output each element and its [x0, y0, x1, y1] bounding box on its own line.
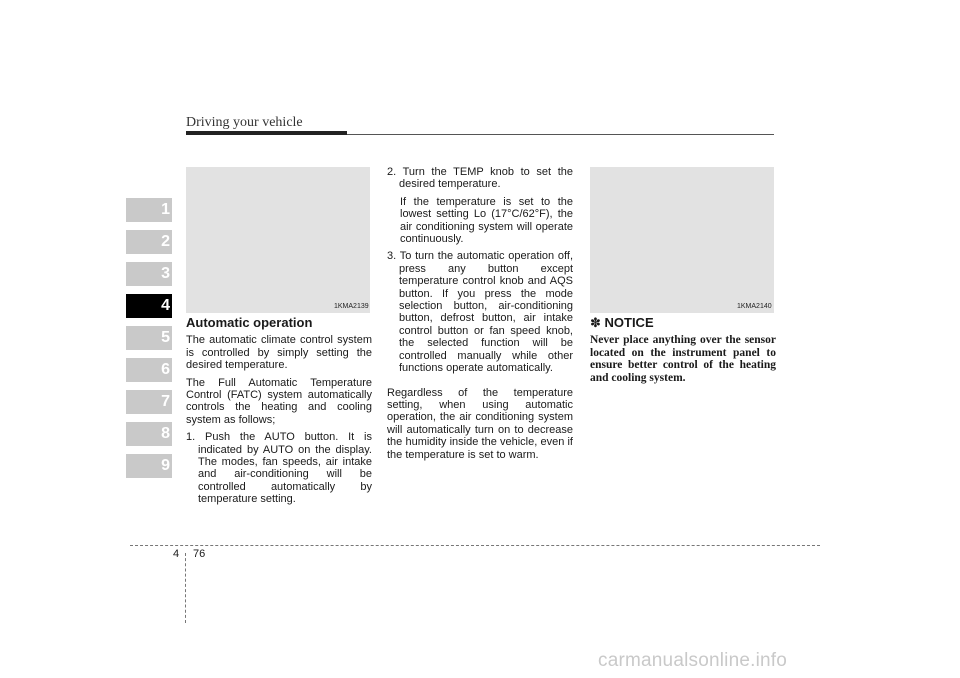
- footer-page-number: 76: [193, 548, 206, 560]
- paragraph-intro: The automatic climate control system is controlled by simply setting the desired temperature.: [186, 334, 372, 372]
- notice-heading: ✽ NOTICE: [590, 315, 654, 330]
- list-item-2: 2. Turn the TEMP knob to set the desired temperature.: [387, 166, 573, 191]
- footer-vertical-divider: [185, 553, 186, 623]
- chapter-tab-9[interactable]: 9: [126, 454, 172, 478]
- illustration-climate-panel: [186, 167, 370, 313]
- chapter-tab-1[interactable]: 1: [126, 198, 172, 222]
- paragraph-fatc: The Full Automatic Temperature Control (FATC) system automatically controls the heating and cooling system as follows;: [186, 376, 372, 426]
- notice-box: [590, 317, 776, 389]
- notice-body: Never place anything over the sensor located on the instrument panel to ensure better control of the heating and cooling system.: [590, 334, 776, 384]
- chapter-tab-3[interactable]: 3: [126, 262, 172, 286]
- section-heading: Automatic operation: [186, 315, 313, 330]
- chapter-tab-7[interactable]: 7: [126, 390, 172, 414]
- chapter-tab-5[interactable]: 5: [126, 326, 172, 350]
- footer-divider: [130, 545, 820, 546]
- chapter-tab-2[interactable]: 2: [126, 230, 172, 254]
- paragraph-regardless: Regardless of the temperature setting, when using automatic operation, the air conditioning system will automatically turn on to decrease the humidity inside the vehicle, even if the temperature is set to warm.: [387, 386, 573, 461]
- header-title: Driving your vehicle: [186, 115, 303, 130]
- column-middle: [387, 166, 573, 466]
- illustration-sensor: [590, 167, 774, 313]
- image-code-right: 1KMA2140: [737, 303, 772, 310]
- image-code-left: 1KMA2139: [334, 303, 369, 310]
- column-left: [186, 317, 372, 511]
- chapter-tab-4[interactable]: 4: [126, 294, 172, 318]
- footer-chapter-number: 4: [173, 548, 180, 560]
- header-rule-accent: [186, 131, 347, 135]
- chapter-tab-6[interactable]: 6: [126, 358, 172, 382]
- chapter-tab-8[interactable]: 8: [126, 422, 172, 446]
- list-item-2-note: If the temperature is set to the lowest setting Lo (17°C/62°F), the air conditioning system will operate continuously.: [400, 195, 573, 246]
- watermark: carmanualsonline.info: [598, 650, 788, 671]
- list-item-1: 1. Push the AUTO button. It is indicated by AUTO on the display. The modes, fan speeds, air intake and air-conditioning will be controlled automatically by temperature setting.: [186, 431, 372, 506]
- list-item-3: 3. To turn the automatic operation off, press any button except temperature control knob and AQS button. If you press the mode selection button, air-conditioning button, defrost button, air intake control button or fan speed knob, the selected function will be controlled manually while other functions operate automatically.: [387, 250, 573, 375]
